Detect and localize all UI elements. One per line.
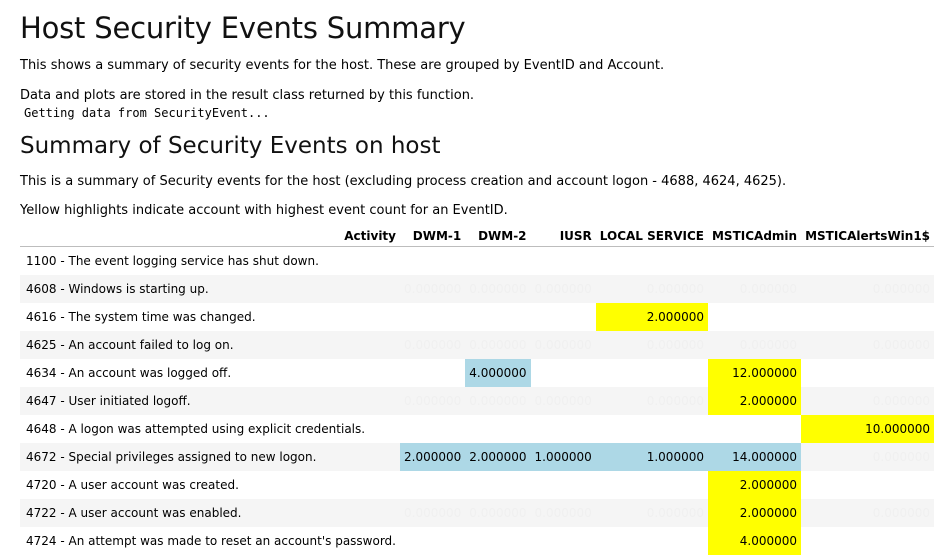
value-cell: 2.000000 (596, 303, 708, 331)
value-cell (531, 471, 596, 499)
value-cell: 4.000000 (465, 359, 530, 387)
value-cell: 0.000000 (531, 387, 596, 415)
page-title: Host Security Events Summary (20, 11, 466, 45)
value-cell: 2.000000 (465, 443, 530, 471)
activity-cell: 4722 - A user account was enabled. (20, 499, 400, 527)
value-cell: 10.000000 (801, 415, 934, 443)
value-cell: 2.000000 (708, 499, 801, 527)
intro-text: This shows a summary of security events for the host. These are grouped by EventID and Account. (20, 58, 664, 73)
activity-cell: 4625 - An account failed to log on. (20, 331, 400, 359)
table-row (20, 443, 934, 471)
column-header-dwm-1: DWM-1 (400, 226, 465, 247)
value-cell: 0.000000 (708, 275, 801, 303)
value-cell: 1.000000 (596, 443, 708, 471)
value-cell (400, 415, 465, 443)
table-row (20, 387, 934, 415)
value-cell (708, 415, 801, 443)
value-cell (400, 303, 465, 331)
value-cell: 0.000000 (400, 275, 465, 303)
value-cell (400, 527, 465, 555)
value-cell (596, 359, 708, 387)
value-cell (801, 303, 934, 331)
value-cell: 2.000000 (400, 443, 465, 471)
value-cell: 12.000000 (708, 359, 801, 387)
value-cell (465, 471, 530, 499)
value-cell: 0.000000 (465, 331, 530, 359)
table-row (20, 499, 934, 527)
activity-cell: 4647 - User initiated logoff. (20, 387, 400, 415)
table-row (20, 331, 934, 359)
value-cell: 0.000000 (465, 387, 530, 415)
status-output: Getting data from SecurityEvent... (24, 106, 270, 120)
events-summary-table (20, 226, 934, 555)
value-cell: 0.000000 (596, 275, 708, 303)
value-cell: 0.000000 (465, 275, 530, 303)
value-cell (708, 303, 801, 331)
value-cell: 0.000000 (801, 387, 934, 415)
section-title: Summary of Security Events on host (20, 133, 441, 159)
value-cell: 0.000000 (596, 387, 708, 415)
table-row (20, 359, 934, 387)
value-cell: 2.000000 (708, 471, 801, 499)
value-cell: 0.000000 (531, 499, 596, 527)
value-cell (596, 527, 708, 555)
value-cell: 0.000000 (531, 331, 596, 359)
column-header-iusr: IUSR (531, 226, 596, 247)
value-cell (801, 359, 934, 387)
value-cell (400, 359, 465, 387)
value-cell: 0.000000 (801, 331, 934, 359)
value-cell: 0.000000 (465, 499, 530, 527)
value-cell: 0.000000 (400, 387, 465, 415)
value-cell (465, 247, 530, 276)
table-body (20, 247, 934, 555)
value-cell (400, 471, 465, 499)
value-cell (465, 527, 530, 555)
value-cell: 0.000000 (596, 331, 708, 359)
value-cell (400, 247, 465, 276)
value-cell (596, 415, 708, 443)
table-row (20, 303, 934, 331)
value-cell: 0.000000 (801, 499, 934, 527)
value-cell (596, 471, 708, 499)
value-cell: 0.000000 (400, 331, 465, 359)
value-cell (465, 303, 530, 331)
column-header-dwm-2: DWM-2 (465, 226, 530, 247)
value-cell (531, 415, 596, 443)
value-cell: 1.000000 (531, 443, 596, 471)
activity-cell: 4634 - An account was logged off. (20, 359, 400, 387)
value-cell: 0.000000 (801, 443, 934, 471)
summary-text: This is a summary of Security events for the host (excluding process creation and account logon - 4688, 4624, 4625). (20, 174, 786, 189)
table-header-row (20, 226, 934, 247)
value-cell: 0.000000 (596, 499, 708, 527)
value-cell (531, 303, 596, 331)
value-cell (465, 415, 530, 443)
value-cell (801, 527, 934, 555)
activity-cell: 4616 - The system time was changed. (20, 303, 400, 331)
value-cell (596, 247, 708, 276)
value-cell (531, 247, 596, 276)
activity-cell: 4648 - A logon was attempted using explicit credentials. (20, 415, 400, 443)
activity-cell: 4720 - A user account was created. (20, 471, 400, 499)
value-cell: 14.000000 (708, 443, 801, 471)
activity-cell: 4608 - Windows is starting up. (20, 275, 400, 303)
value-cell (708, 247, 801, 276)
activity-cell: 1100 - The event logging service has shut down. (20, 247, 400, 276)
table-row (20, 527, 934, 555)
table-row (20, 275, 934, 303)
value-cell (801, 471, 934, 499)
data-note: Data and plots are stored in the result class returned by this function. (20, 88, 474, 103)
value-cell: 2.000000 (708, 387, 801, 415)
value-cell: 4.000000 (708, 527, 801, 555)
value-cell: 0.000000 (400, 499, 465, 527)
column-header-local-service: LOCAL SERVICE (596, 226, 708, 247)
column-header-activity: Activity (20, 226, 400, 247)
highlight-note: Yellow highlights indicate account with highest event count for an EventID. (20, 203, 508, 218)
activity-cell: 4672 - Special privileges assigned to new logon. (20, 443, 400, 471)
column-header-msticadmin: MSTICAdmin (708, 226, 801, 247)
column-header-msticalertswin1: MSTICAlertsWin1$ (801, 226, 934, 247)
activity-cell: 4724 - An attempt was made to reset an account's password. (20, 527, 400, 555)
value-cell (531, 359, 596, 387)
value-cell: 0.000000 (531, 275, 596, 303)
value-cell: 0.000000 (801, 275, 934, 303)
value-cell (531, 527, 596, 555)
value-cell (801, 247, 934, 276)
table-row (20, 415, 934, 443)
table-row (20, 471, 934, 499)
table-row (20, 247, 934, 276)
value-cell: 0.000000 (708, 331, 801, 359)
